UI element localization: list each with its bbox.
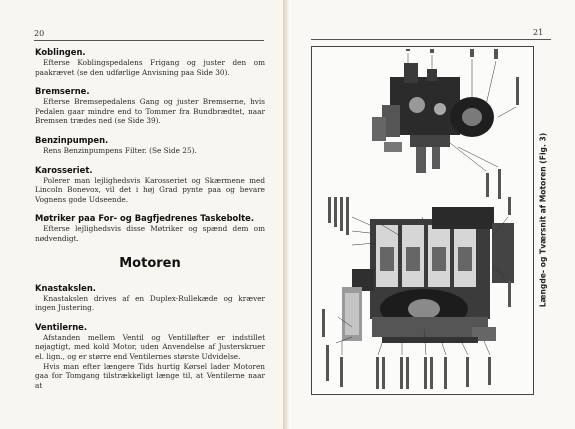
page-number-left: 20: [34, 29, 45, 38]
section-title: Benzinpumpen.: [35, 134, 109, 145]
section-body: [35, 294, 265, 313]
engine-sections: [35, 283, 265, 391]
section-paragraph: Polerer man lejlighedsvis Karosseriet og Skærmene med Lincoln Bonevox, vil det i høj Grad pynte paa og bevare Vognens gode Udseende.: [35, 175, 265, 204]
section-paragraph: Hvis man efter længere Tids hurtig Kørsel lader Motoren gaa for Tomgang tilstrækkeligt længe til, at Ventilerne naar at: [35, 361, 265, 390]
section-paragraph: Efterse Bremsepedalens Gang og juster Bremserne, hvis Pedalen gaar mindre end to Tommer fra Bundbrædtet, naar Bremsen trædes ned (se Side 39).: [35, 97, 265, 126]
page-number-right: 21: [533, 28, 544, 37]
section-body: [35, 333, 265, 391]
section-paragraph: Knastakslen drives af en Duplex-Rullekæde og kræver ingen Justering.: [35, 293, 265, 313]
figure-caption: [535, 45, 551, 394]
section-title: Ventilerne.: [35, 321, 88, 332]
section: [35, 283, 265, 313]
section: [35, 135, 265, 156]
maintenance-sections: [35, 47, 265, 244]
engine-cross-section-figure: [311, 46, 534, 395]
section-title: Karosseriet.: [35, 164, 93, 175]
section-paragraph: Efterse Koblingspedalens Frigang og juster den om paakrævet (se den udførlige Anvisning paa Side 30).: [35, 58, 265, 77]
section-title: Koblingen.: [35, 47, 86, 57]
section-body: [35, 146, 265, 156]
section-paragraph: Rens Benzinpumpens Filter. (Se Side 25).: [43, 145, 197, 155]
section-body: [35, 224, 265, 243]
right-page: [291, 0, 575, 429]
section: [35, 47, 265, 77]
section-title: Møtriker paa For- og Bagfjedrenes Taskebolte.: [35, 213, 255, 224]
engine-drawing: [312, 47, 533, 394]
section-body: [35, 176, 265, 205]
section-title: Knastakslen.: [35, 282, 96, 293]
figure-caption-text: Længde- og Tværsnit af Motoren (Fig. 3): [538, 132, 548, 307]
section: [35, 165, 265, 205]
section: [35, 86, 265, 126]
left-page-content: [35, 47, 265, 399]
section: [35, 322, 265, 391]
section-title: Bremserne.: [35, 86, 90, 97]
header-rule-left: [34, 40, 264, 41]
section-body: [35, 97, 265, 126]
section-body: [35, 58, 265, 77]
section-paragraph: Afstanden mellem Ventil og Ventilløfter er indstillet nøjagtigt, med kold Motor, uden Anvendelse af Justerskruer el. lign., og er større end Ventilernes største Udvidelse.: [35, 332, 265, 361]
section-paragraph: Efterse lejlighedsvis disse Møtriker og spænd dem om nødvendigt.: [35, 224, 265, 243]
engine-upper-section: [372, 63, 494, 173]
header-rule-right: [311, 39, 551, 40]
section: [35, 213, 265, 243]
chapter-heading: Motoren: [119, 255, 181, 271]
engine-lower-section: [342, 207, 514, 343]
